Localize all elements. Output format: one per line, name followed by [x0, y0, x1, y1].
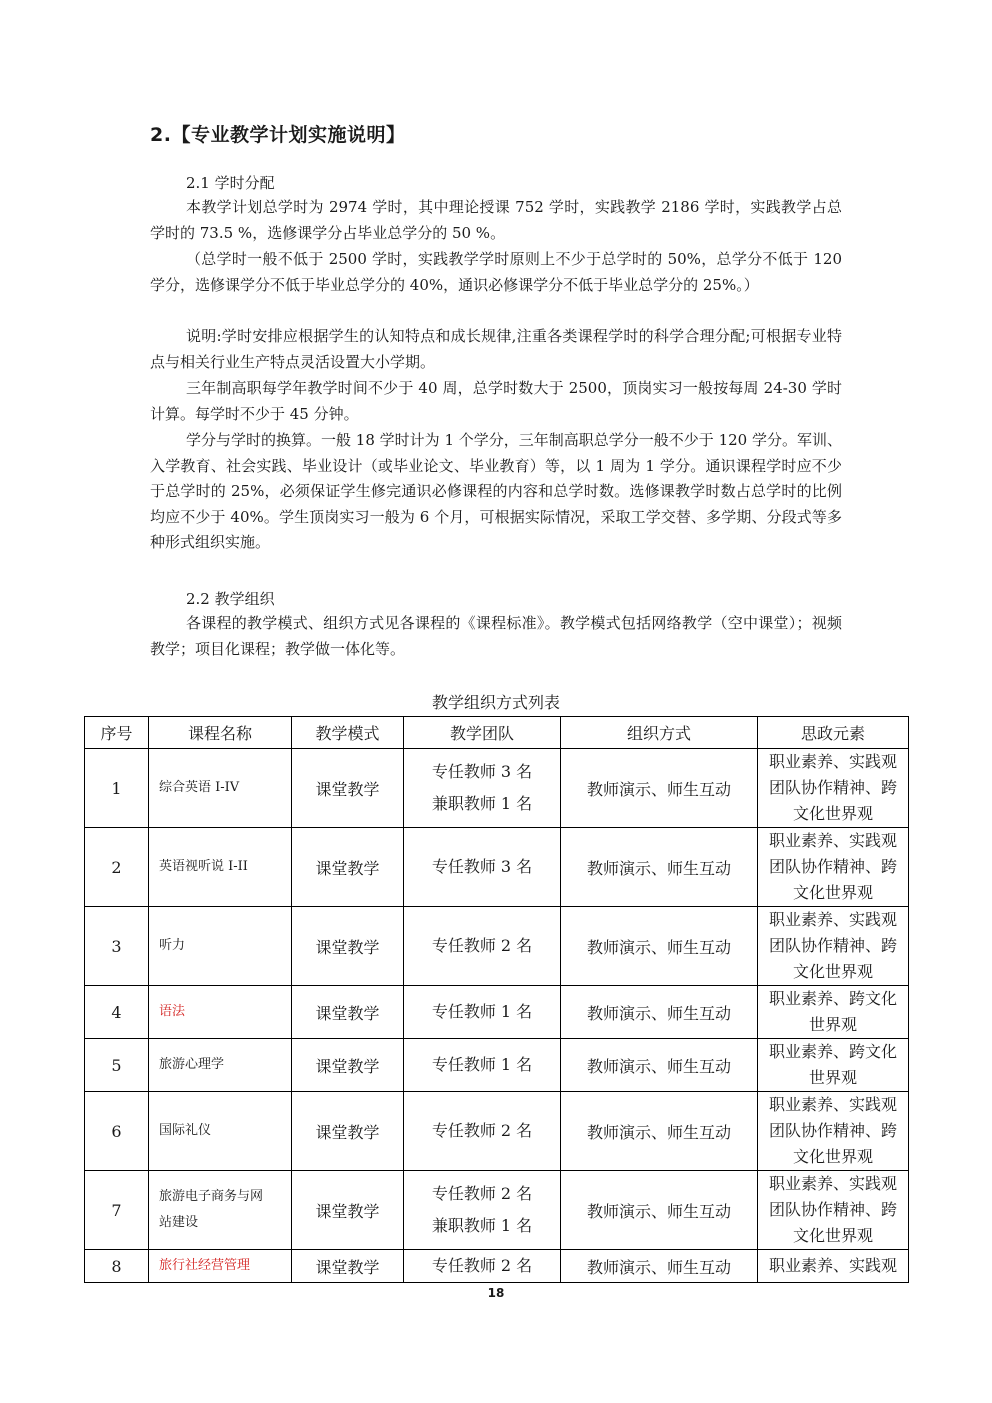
header-cell: 思政元素	[758, 717, 909, 749]
table-row	[85, 828, 909, 907]
teaching-mode: 课堂教学	[292, 986, 404, 1039]
header-cell: 组织方式	[561, 717, 758, 749]
ideo-line: 职业素养、跨文化	[768, 1042, 897, 1061]
paragraph: 学分与学时的换算。一般 18 学时计为 1 个学分，三年制高职总学分一般不少于 120 学分。军训、入学教育、社会实践、毕业设计（或毕业论文、毕业教育）等，以 1 周为 1 学分。通识课程学时应不少于总学时的 25%，必须保证学生修完通识必修课程的内容和总学时数。选修课教学时数占总学时的比例均应不少于 40%。学生顶岗实习一般为 6 个月，可根据实际情况，采取工学交替、多学期、分段式等多种形式组织实施。	[150, 431, 842, 552]
ideo-line: 团队协作精神、跨	[768, 936, 897, 955]
course-name: 语法	[149, 986, 292, 1039]
teaching-organization-table	[84, 716, 909, 1283]
ideo-line: 文化世界观	[792, 883, 873, 902]
ideological-elements	[758, 986, 909, 1039]
organization-method: 教师演示、师生互动	[561, 749, 758, 828]
ideo-line: 团队协作精神、跨	[768, 1200, 897, 1219]
row-number: 4	[85, 986, 149, 1039]
row-number: 8	[85, 1250, 149, 1283]
row-number: 3	[85, 907, 149, 986]
organization-method: 教师演示、师生互动	[561, 1250, 758, 1283]
table-header-row	[85, 717, 909, 749]
ideo-line: 职业素养、跨文化	[768, 989, 897, 1008]
course-line: 旅游电子商务与网	[159, 1189, 264, 1204]
team-line: 兼职教师 1 名	[431, 1216, 533, 1235]
paragraph: 三年制高职每学年教学时间不少于 40 周，总学时数大于 2500，顶岗实习一般按每周 24-30 学时计算。每学时不少于 45 分钟。	[150, 379, 842, 423]
ideological-elements: 职业素养、实践观	[758, 1250, 909, 1283]
ideological-elements	[758, 907, 909, 986]
teaching-team: 专任教师 1 名	[404, 986, 561, 1039]
row-number: 1	[85, 749, 149, 828]
row-number: 2	[85, 828, 149, 907]
paragraph: 说明:学时安排应根据学生的认知特点和成长规律,注重各类课程学时的科学合理分配;可根据专业特点与相关行业生产特点灵活设置大小学期。	[150, 327, 842, 371]
teaching-team: 专任教师 2 名	[404, 907, 561, 986]
teaching-team: 专任教师 1 名	[404, 1039, 561, 1092]
header-cell: 教学团队	[404, 717, 561, 749]
header-cell: 课程名称	[149, 717, 292, 749]
ideo-line: 文化世界观	[792, 1226, 873, 1245]
ideo-line: 团队协作精神、跨	[768, 778, 897, 797]
teaching-team: 专任教师 3 名	[404, 828, 561, 907]
organization-method: 教师演示、师生互动	[561, 1171, 758, 1250]
course-line: 站建设	[159, 1215, 199, 1230]
course-name: 国际礼仪	[149, 1092, 292, 1171]
team-line: 专任教师 2 名	[431, 1184, 533, 1203]
ideo-line: 职业素养、实践观	[768, 910, 897, 929]
teaching-mode: 课堂教学	[292, 1039, 404, 1092]
paragraph: 本教学计划总学时为 2974 学时，其中理论授课 752 学时，实践教学 2186 学时，实践教学占总学时的 73.5 %，选修课学分占毕业总学分的 50 %。	[150, 198, 842, 242]
teaching-mode: 课堂教学	[292, 749, 404, 828]
organization-method: 教师演示、师生互动	[561, 907, 758, 986]
ideo-line: 职业素养、实践观	[768, 1095, 897, 1114]
course-name: 听力	[149, 907, 292, 986]
ideo-line: 职业素养、实践观	[768, 752, 897, 771]
table-row	[85, 907, 909, 986]
course-name: 综合英语 I-IV	[149, 749, 292, 828]
team-line: 兼职教师 1 名	[431, 794, 533, 813]
teaching-mode: 课堂教学	[292, 1250, 404, 1283]
ideological-elements	[758, 1039, 909, 1092]
organization-method: 教师演示、师生互动	[561, 986, 758, 1039]
course-name	[149, 1171, 292, 1250]
teaching-team: 专任教师 2 名	[404, 1092, 561, 1171]
table-row	[85, 749, 909, 828]
course-name: 英语视听说 I-II	[149, 828, 292, 907]
ideo-line: 职业素养、实践观	[768, 1174, 897, 1193]
table-row	[85, 986, 909, 1039]
header-cell: 序号	[85, 717, 149, 749]
course-name: 旅游心理学	[149, 1039, 292, 1092]
table-row	[85, 1171, 909, 1250]
table-row	[85, 1092, 909, 1171]
ideo-line: 世界观	[808, 1068, 857, 1087]
ideo-line: 文化世界观	[792, 1147, 873, 1166]
teaching-team: 专任教师 2 名	[404, 1250, 561, 1283]
teaching-mode: 课堂教学	[292, 1171, 404, 1250]
section-heading: 2.【专业教学计划实施说明】	[150, 124, 406, 146]
organization-method: 教师演示、师生互动	[561, 828, 758, 907]
subsection-title-2-1: 2.1 学时分配	[186, 174, 275, 192]
teaching-team	[404, 749, 561, 828]
ideo-line: 文化世界观	[792, 962, 873, 981]
paragraph: 各课程的教学模式、组织方式见各课程的《课程标准》。教学模式包括网络教学（空中课堂）；视频教学；项目化课程；教学做一体化等。	[150, 614, 842, 658]
table-row	[85, 1039, 909, 1092]
ideo-line: 职业素养、实践观	[768, 831, 897, 850]
ideological-elements	[758, 1092, 909, 1171]
course-name: 旅行社经营管理	[149, 1250, 292, 1283]
ideological-elements	[758, 1171, 909, 1250]
row-number: 6	[85, 1092, 149, 1171]
header-cell: 教学模式	[292, 717, 404, 749]
organization-method: 教师演示、师生互动	[561, 1039, 758, 1092]
ideological-elements	[758, 749, 909, 828]
teaching-mode: 课堂教学	[292, 1092, 404, 1171]
teaching-mode: 课堂教学	[292, 907, 404, 986]
organization-method: 教师演示、师生互动	[561, 1092, 758, 1171]
ideo-line: 团队协作精神、跨	[768, 1121, 897, 1140]
teaching-mode: 课堂教学	[292, 828, 404, 907]
row-number: 7	[85, 1171, 149, 1250]
teaching-team	[404, 1171, 561, 1250]
ideological-elements	[758, 828, 909, 907]
ideo-line: 团队协作精神、跨	[768, 857, 897, 876]
ideo-line: 世界观	[808, 1015, 857, 1034]
paragraph: （总学时一般不低于 2500 学时，实践教学学时原则上不少于总学时的 50%，总学分不低于 120 学分，选修课学分不低于毕业总学分的 40%，通识必修课学分不低于毕业总学分的 25%。）	[150, 250, 842, 294]
row-number: 5	[85, 1039, 149, 1092]
ideo-line: 文化世界观	[792, 804, 873, 823]
team-line: 专任教师 3 名	[431, 762, 533, 781]
table-caption: 教学组织方式列表	[431, 693, 560, 712]
subsection-title-2-2: 2.2 教学组织	[186, 590, 275, 608]
table-row	[85, 1250, 909, 1283]
page-number: 18	[487, 1286, 505, 1300]
